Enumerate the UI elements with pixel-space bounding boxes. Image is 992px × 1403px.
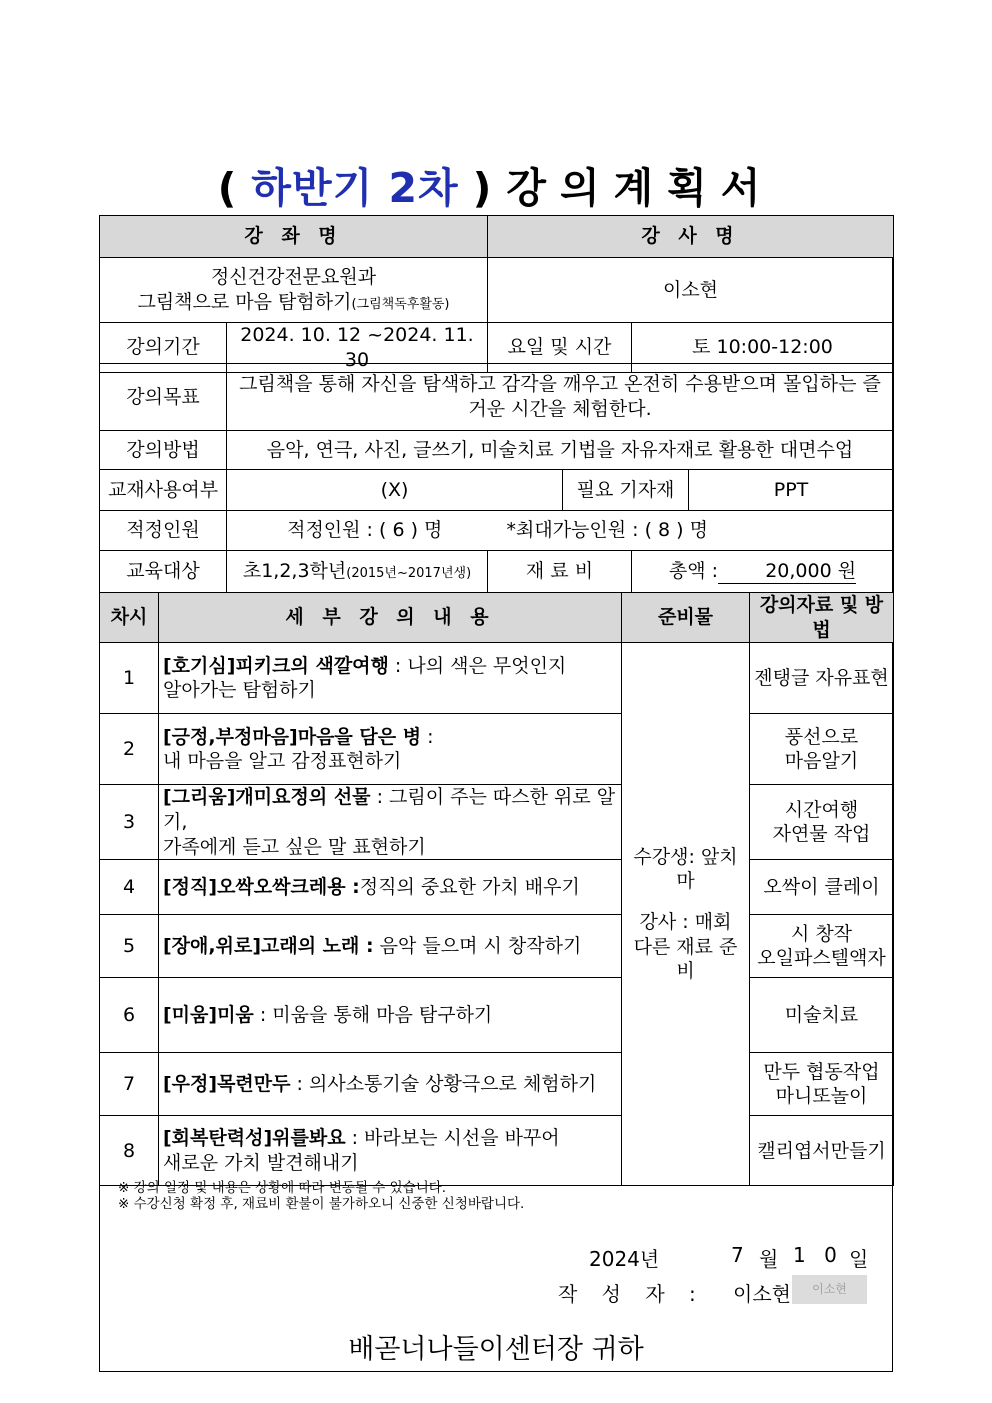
instructor-name: 이소현 <box>488 258 894 323</box>
prep-student: 수강생: 앞치마 <box>633 845 738 893</box>
target-table <box>99 550 894 593</box>
course-name-cell <box>100 258 488 323</box>
session-desc: 정직의 중요한 가치 배우기 <box>359 876 580 899</box>
session-content <box>159 978 622 1053</box>
session-no: 2 <box>100 714 159 785</box>
table-row <box>100 978 894 1053</box>
signature-stamp: 이소현 <box>792 1275 867 1304</box>
period-value: 2024. 10. 12 ~2024. 11. 30 <box>227 323 488 373</box>
capacity-table <box>99 510 894 551</box>
textbook-value: (X) <box>227 470 563 511</box>
session-no: 8 <box>100 1116 159 1186</box>
session-desc: : 나의 색은 무엇인지 <box>388 654 567 677</box>
equipment-label: 필요 기자재 <box>563 470 689 511</box>
session-title: [우정]목련만두 <box>163 1073 291 1096</box>
session-desc: : 그림이 주는 따스한 위로 알기, <box>163 786 616 834</box>
course-name-line1: 정신건강전문요원과 <box>210 266 377 289</box>
fee-prefix: 총액 : <box>668 559 719 582</box>
target-suffix: (2015년~2017년생) <box>346 566 472 582</box>
session-material <box>750 785 894 860</box>
session-content <box>159 1053 622 1116</box>
session-material-line1: 젠탱글 자유표현 <box>754 667 889 690</box>
textbook-table <box>99 469 894 511</box>
table-row <box>100 714 894 785</box>
session-no: 3 <box>100 785 159 860</box>
session-material-line2: 오일파스텔액자 <box>757 947 886 970</box>
table-row <box>100 643 894 714</box>
day-time-label: 요일 및 시간 <box>488 323 632 373</box>
course-name-suffix: (그림책독후활동) <box>351 297 450 312</box>
table-row <box>100 1053 894 1116</box>
footer-recipient: 배곧너나들이센터장 귀하 <box>348 1334 644 1365</box>
session-material-line2: 자연물 작업 <box>772 823 871 846</box>
session-title: [그리움]개미요정의 선물 <box>163 786 371 809</box>
target-label: 교육대상 <box>100 551 227 593</box>
session-material <box>750 643 894 714</box>
period-label: 강의기간 <box>100 323 227 373</box>
table-row <box>100 785 894 860</box>
sign-month-unit: 월 <box>759 1247 779 1271</box>
sessions-table <box>99 592 894 1186</box>
session-material <box>750 860 894 915</box>
sign-year: 2024년 <box>589 1247 660 1271</box>
session-title: [호기심]피키크의 색깔여행 <box>163 654 389 677</box>
session-no-header: 차시 <box>100 593 159 643</box>
session-title: [긍정,부정마음]마음을 담은 병 <box>163 725 422 748</box>
session-desc-line2: 내 마음을 알고 감정표현하기 <box>163 750 402 773</box>
session-desc-line2: 알아가는 탐험하기 <box>163 679 316 702</box>
table-row <box>100 1116 894 1186</box>
session-content <box>159 860 622 915</box>
session-content <box>159 915 622 978</box>
course-table <box>99 215 894 323</box>
goal-value: 그림책을 통해 자신을 탐색하고 감각을 깨우고 온전히 수용받으며 몰입하는 즐거운 시간을 체험한다. <box>227 364 894 431</box>
title-term: 하반기 2차 <box>251 164 459 212</box>
fee-label: 재 료 비 <box>488 551 632 593</box>
session-content <box>159 785 622 860</box>
session-material <box>750 1053 894 1116</box>
session-prep-header: 준비물 <box>622 593 750 643</box>
capacity-proper: 적정인원 : ( 6 ) 명 <box>227 511 503 551</box>
prep-cell <box>622 643 750 1186</box>
session-material <box>750 978 894 1053</box>
document-title <box>0 155 992 214</box>
session-desc: : 의사소통기술 상황극으로 체험하기 <box>290 1073 597 1096</box>
author-label: 작 성 자 : <box>558 1282 705 1306</box>
session-material-header: 강의자료 및 방법 <box>750 593 894 643</box>
session-no: 4 <box>100 860 159 915</box>
target-cell <box>227 551 488 593</box>
fee-cell <box>632 551 894 593</box>
session-material-line1: 미술치료 <box>784 1004 859 1027</box>
textbook-label: 교재사용여부 <box>100 470 227 511</box>
session-content <box>159 1116 622 1186</box>
session-material-line1: 오싹이 클레이 <box>763 876 880 899</box>
capacity-max: *최대가능인원 : ( 8 ) 명 <box>503 511 894 551</box>
session-material-line1: 시 창작 <box>790 922 853 945</box>
method-value: 음악, 연극, 사진, 글쓰기, 미술치료 기법을 자유자재로 활용한 대면수업 <box>227 431 894 470</box>
session-content-header: 세 부 강 의 내 용 <box>159 593 622 643</box>
session-material-line1: 만두 협동작업 <box>763 1060 880 1083</box>
session-material <box>750 714 894 785</box>
note-item: ※ 수강신청 확정 후, 재료비 환불이 불가하오니 신중한 신청바랍니다. <box>118 1196 525 1212</box>
session-material-line1: 캘리엽서만들기 <box>757 1139 886 1162</box>
goal-table <box>99 363 894 470</box>
equipment-value: PPT <box>689 470 894 511</box>
session-title: [장애,위로]고래의 노래 : <box>163 935 374 958</box>
session-material-line2: 마음알기 <box>784 750 859 773</box>
session-desc-line2: 가족에게 듣고 싶은 말 표현하기 <box>163 835 426 858</box>
session-no: 5 <box>100 915 159 978</box>
session-title: [정직]오싹오싹크레용 : <box>163 876 360 899</box>
target-value: 초1,2,3학년 <box>242 560 347 583</box>
day-time-value: 토 10:00-12:00 <box>632 323 894 373</box>
session-no: 1 <box>100 643 159 714</box>
course-name-header: 강 좌 명 <box>100 216 488 258</box>
sign-month: 7 <box>731 1243 744 1267</box>
session-material-line2: 마니또놀이 <box>775 1085 868 1108</box>
session-no: 6 <box>100 978 159 1053</box>
title-open-paren: ( <box>217 164 238 212</box>
sign-day-unit: 일 <box>849 1247 869 1271</box>
session-desc-line2: 새로운 가치 발견해내기 <box>163 1151 359 1174</box>
author-name: 이소현 <box>733 1282 791 1306</box>
session-content <box>159 714 622 785</box>
session-material <box>750 1116 894 1186</box>
session-desc: : <box>421 725 434 748</box>
capacity-label: 적정인원 <box>100 511 227 551</box>
method-label: 강의방법 <box>100 431 227 470</box>
table-row <box>100 915 894 978</box>
title-main: 강의계획서 <box>506 164 775 212</box>
session-desc: : 미움을 통해 마음 탐구하기 <box>253 1004 493 1027</box>
sign-day: 1 0 <box>793 1243 843 1267</box>
notes <box>118 1180 524 1212</box>
session-title: [회복탄력성]위를봐요 <box>163 1127 346 1150</box>
session-material-line1: 시간여행 <box>784 798 859 821</box>
note-item: ※ 강의 일정 및 내용은 상황에 따라 변동될 수 있습니다. <box>118 1180 447 1196</box>
goal-label: 강의목표 <box>100 364 227 431</box>
session-desc: 음악 들으며 시 창작하기 <box>373 935 582 958</box>
course-name-line2: 그림책으로 마음 탐험하기 <box>137 291 352 313</box>
prep-teacher-line2: 다른 재료 준비 <box>633 935 738 983</box>
instructor-header: 강 사 명 <box>488 216 894 258</box>
session-material <box>750 915 894 978</box>
table-row <box>100 860 894 915</box>
session-title: [미움]미움 <box>163 1004 254 1027</box>
title-close-paren: ) <box>472 164 493 212</box>
session-no: 7 <box>100 1053 159 1116</box>
session-content <box>159 643 622 714</box>
prep-teacher-line1: 강사 : 매회 <box>639 911 732 934</box>
session-desc: : 바라보는 시선을 바꾸어 <box>345 1127 560 1150</box>
fee-value: 20,000 원 <box>718 559 856 585</box>
session-material-line1: 풍선으로 <box>784 725 859 748</box>
